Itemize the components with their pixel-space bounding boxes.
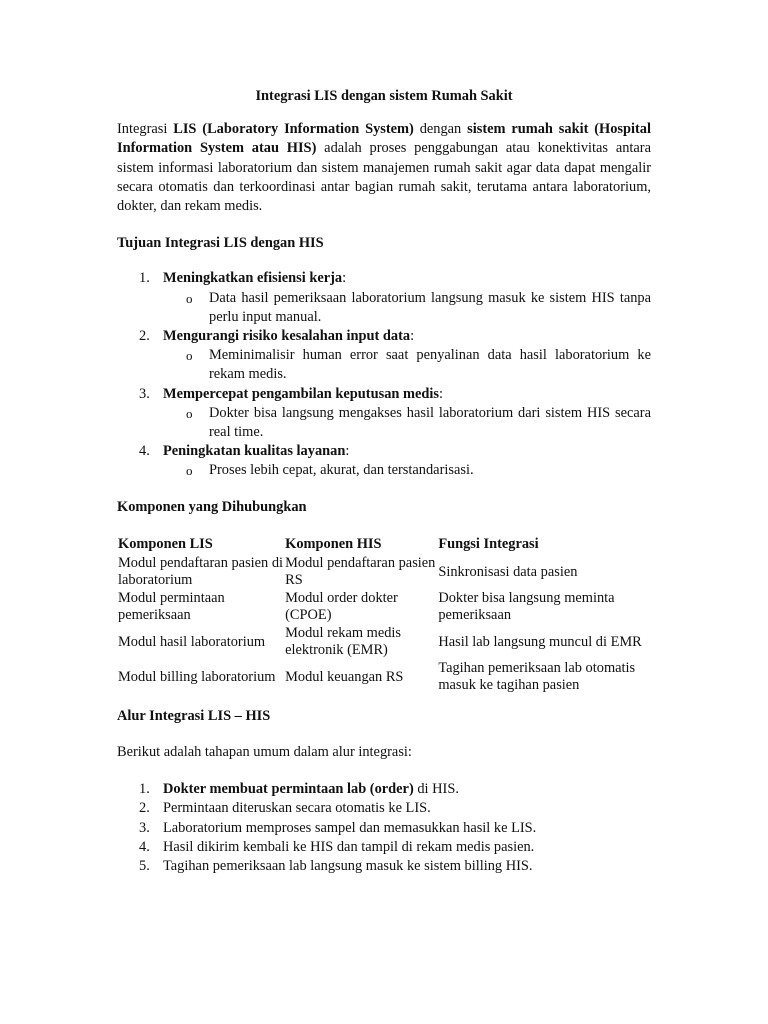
table-row xyxy=(117,660,651,695)
step-item xyxy=(117,780,651,799)
bullet-icon: o xyxy=(186,405,193,421)
step-text: Permintaan diteruskan secara otomatis ke LIS. xyxy=(163,800,431,817)
goals-list xyxy=(117,269,651,480)
step-number: 3. xyxy=(139,819,150,836)
goal-number: 1. xyxy=(139,270,150,287)
step-text: di HIS. xyxy=(413,781,459,798)
goal-item xyxy=(117,385,651,443)
table-cell: Tagihan pemeriksaan lab otomatis masuk ke tagihan pasien xyxy=(438,660,636,694)
table-cell: Modul keuangan RS xyxy=(285,668,404,685)
step-item xyxy=(117,857,651,876)
goal-title: Peningkatan kualitas layanan xyxy=(163,443,346,460)
intro-paragraph xyxy=(117,120,651,216)
step-number: 2. xyxy=(139,800,150,817)
komponen-table xyxy=(117,534,651,695)
table-cell: Dokter bisa langsung meminta pemeriksaan xyxy=(438,590,615,624)
table-cell: Modul permintaan pemeriksaan xyxy=(118,590,225,624)
heading-alur: Alur Integrasi LIS – HIS xyxy=(117,707,271,724)
intro-text-3: adalah proses penggabungan atau konektivitas antara sistem informasi laboratorium dan sistem manajemen rumah sakit agar data dapat mengalir secara otomatis dan terkoordinasi antar bagian rumah sakit, terutama antara laboratorium, dokter, dan rekam medis. xyxy=(117,140,651,215)
intro-bold-his: sistem rumah sakit (Hospital Information System atau HIS) xyxy=(117,121,651,157)
table-cell: Modul order dokter (CPOE) xyxy=(285,590,398,624)
goal-number: 3. xyxy=(139,385,150,402)
bullet-icon: o xyxy=(186,348,193,364)
table-row xyxy=(117,555,651,590)
intro-bold-lis: LIS (Laboratory Information System) xyxy=(173,121,414,138)
table-cell: Modul pendaftaran pasien di laboratorium xyxy=(118,555,284,589)
goal-colon: : xyxy=(410,328,415,345)
document-title: Integrasi LIS dengan sistem Rumah Sakit xyxy=(255,88,513,104)
goal-item xyxy=(117,442,651,480)
step-bold-text: Dokter membuat permintaan lab (order) xyxy=(163,781,414,798)
table-header-cell: Komponen HIS xyxy=(285,535,382,552)
goal-title: Meningkatkan efisiensi kerja xyxy=(163,270,343,287)
table-row xyxy=(117,590,651,625)
step-text: Hasil dikirim kembali ke HIS dan tampil di rekam medis pasien. xyxy=(163,838,535,855)
goal-colon: : xyxy=(345,443,350,460)
table-cell: Modul billing laboratorium xyxy=(118,668,276,685)
table-cell: Modul hasil laboratorium xyxy=(118,633,266,650)
bullet-icon: o xyxy=(186,290,193,306)
intro-text-1: Integrasi xyxy=(117,121,174,138)
bullet-icon: o xyxy=(186,463,193,479)
goal-item xyxy=(117,327,651,385)
steps-list xyxy=(117,780,651,876)
table-cell: Sinkronisasi data pasien xyxy=(438,563,578,580)
alur-intro: Berikut adalah tahapan umum dalam alur integrasi: xyxy=(117,744,412,761)
intro-text-2: dengan xyxy=(413,121,468,138)
goal-subitem-text: Dokter bisa langsung mengakses hasil laboratorium dari sistem HIS secara real time. xyxy=(209,404,651,441)
table-header-row xyxy=(117,534,651,555)
step-text: Tagihan pemeriksaan lab langsung masuk ke sistem billing HIS. xyxy=(163,858,533,875)
step-item xyxy=(117,838,651,857)
goal-title: Mempercepat pengambilan keputusan medis xyxy=(163,385,439,402)
document-content xyxy=(117,87,651,876)
goal-subitem xyxy=(117,346,651,384)
heading-komponen: Komponen yang Dihubungkan xyxy=(117,498,307,515)
step-number: 4. xyxy=(139,838,150,855)
table-header-cell: Fungsi Integrasi xyxy=(438,535,539,552)
goal-subitem-text: Proses lebih cepat, akurat, dan terstandarisasi. xyxy=(209,462,474,479)
goal-colon: : xyxy=(342,270,347,287)
step-number: 1. xyxy=(139,781,150,798)
table-header-cell: Komponen LIS xyxy=(118,535,213,552)
goal-number: 2. xyxy=(139,328,150,345)
goal-colon: : xyxy=(438,385,443,402)
step-number: 5. xyxy=(139,858,150,875)
table-cell: Modul pendaftaran pasien RS xyxy=(285,555,436,589)
step-item xyxy=(117,819,651,838)
table-cell: Hasil lab langsung muncul di EMR xyxy=(438,633,642,650)
step-item xyxy=(117,799,651,818)
table-cell: Modul rekam medis elektronik (EMR) xyxy=(285,625,402,659)
goal-subitem-text: Data hasil pemeriksaan laboratorium langsung masuk ke sistem HIS tanpa perlu input manual. xyxy=(209,289,651,325)
heading-tujuan: Tujuan Integrasi LIS dengan HIS xyxy=(117,235,324,252)
goal-subitem xyxy=(117,461,651,480)
goal-subitem xyxy=(117,404,651,442)
goal-number: 4. xyxy=(139,443,150,460)
goal-subitem-text: Meminimalisir human error saat penyalinan data hasil laboratorium ke rekam medis. xyxy=(209,347,651,383)
goal-subitem xyxy=(117,289,651,327)
goal-item xyxy=(117,269,651,327)
table-row xyxy=(117,625,651,660)
goal-title: Mengurangi risiko kesalahan input data xyxy=(163,328,411,345)
step-text: Laboratorium memproses sampel dan memasukkan hasil ke LIS. xyxy=(163,819,537,836)
